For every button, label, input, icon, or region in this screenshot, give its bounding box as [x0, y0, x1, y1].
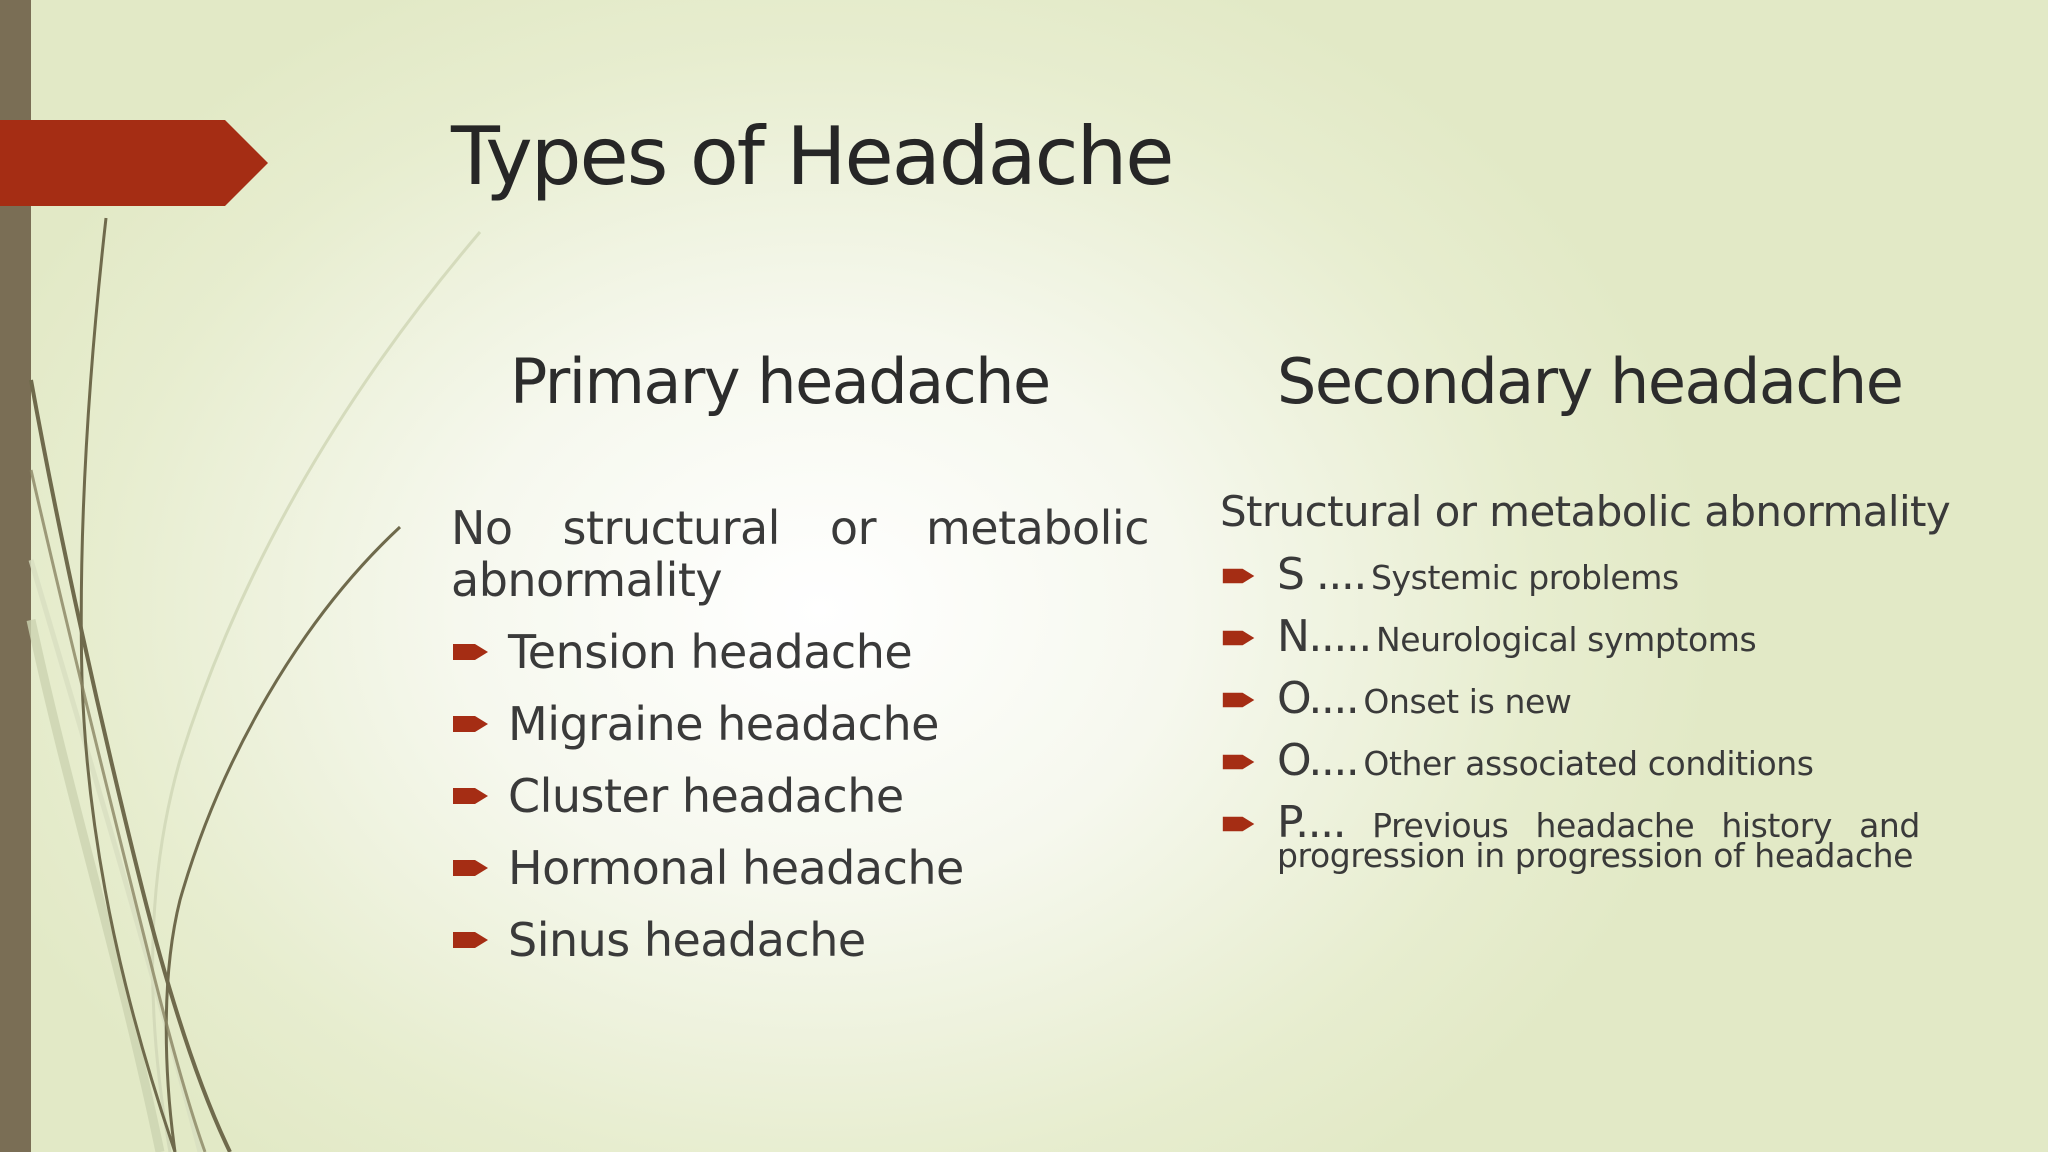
mnemonic-word: and: [1859, 806, 1920, 845]
list-item-label: Sinus headache: [508, 913, 866, 967]
arrow-bullet-icon: [453, 930, 489, 950]
list-item: [451, 909, 964, 981]
primary-heading: Primary headache: [510, 345, 1050, 418]
list-item-label: Hormonal headache: [508, 841, 964, 895]
list-item: [451, 693, 964, 765]
secondary-heading: Secondary headache: [1277, 345, 1903, 418]
list-item: [1220, 672, 1920, 734]
mnemonic-letter: O....: [1277, 735, 1359, 786]
list-item: [1220, 610, 1920, 672]
arrow-bullet-icon: [453, 714, 489, 734]
mnemonic-word: history: [1721, 806, 1833, 845]
mnemonic-text: Other associated conditions: [1363, 744, 1814, 783]
list-item: [1220, 734, 1920, 796]
arrow-bullet-icon: [1222, 629, 1256, 647]
mnemonic-text: Systemic problems: [1370, 558, 1679, 597]
arrow-bullet-icon: [1222, 691, 1256, 709]
arrow-bullet-icon: [453, 642, 489, 662]
primary-description: No structural or metabolic abnormality: [451, 501, 1149, 607]
list-item: [1220, 796, 1920, 875]
mnemonic-text: Neurological symptoms: [1375, 620, 1757, 659]
slide-title: Types of Headache: [451, 110, 1173, 203]
title-accent-tab: [0, 120, 270, 206]
list-item: [1220, 548, 1920, 610]
list-item: [451, 621, 964, 693]
arrow-bullet-icon: [453, 786, 489, 806]
mnemonic-word: headache: [1535, 806, 1695, 845]
arrow-bullet-icon: [1222, 753, 1256, 771]
mnemonic-letter: O....: [1277, 673, 1359, 724]
mnemonic-letter: N.....: [1277, 611, 1371, 662]
mnemonic-letter: P....: [1277, 797, 1346, 848]
secondary-description: Structural or metabolic abnormality: [1220, 487, 1951, 536]
mnemonic-text-continued: progression in progression of headache: [1277, 836, 1914, 875]
arrow-bullet-icon: [1222, 567, 1256, 585]
mnemonic-text: Onset is new: [1363, 682, 1572, 721]
primary-type-list: [451, 621, 964, 981]
list-item: [451, 837, 964, 909]
list-item-label: Cluster headache: [508, 769, 904, 823]
arrow-bullet-icon: [1222, 815, 1256, 833]
mnemonic-letter: S ....: [1277, 549, 1366, 600]
arrow-bullet-icon: [453, 858, 489, 878]
list-item: [451, 765, 964, 837]
mnemonic-word: Previous: [1372, 806, 1509, 845]
list-item-label: Tension headache: [508, 625, 913, 679]
list-item-label: Migraine headache: [508, 697, 939, 751]
snoop-mnemonic-list: [1220, 548, 1920, 875]
